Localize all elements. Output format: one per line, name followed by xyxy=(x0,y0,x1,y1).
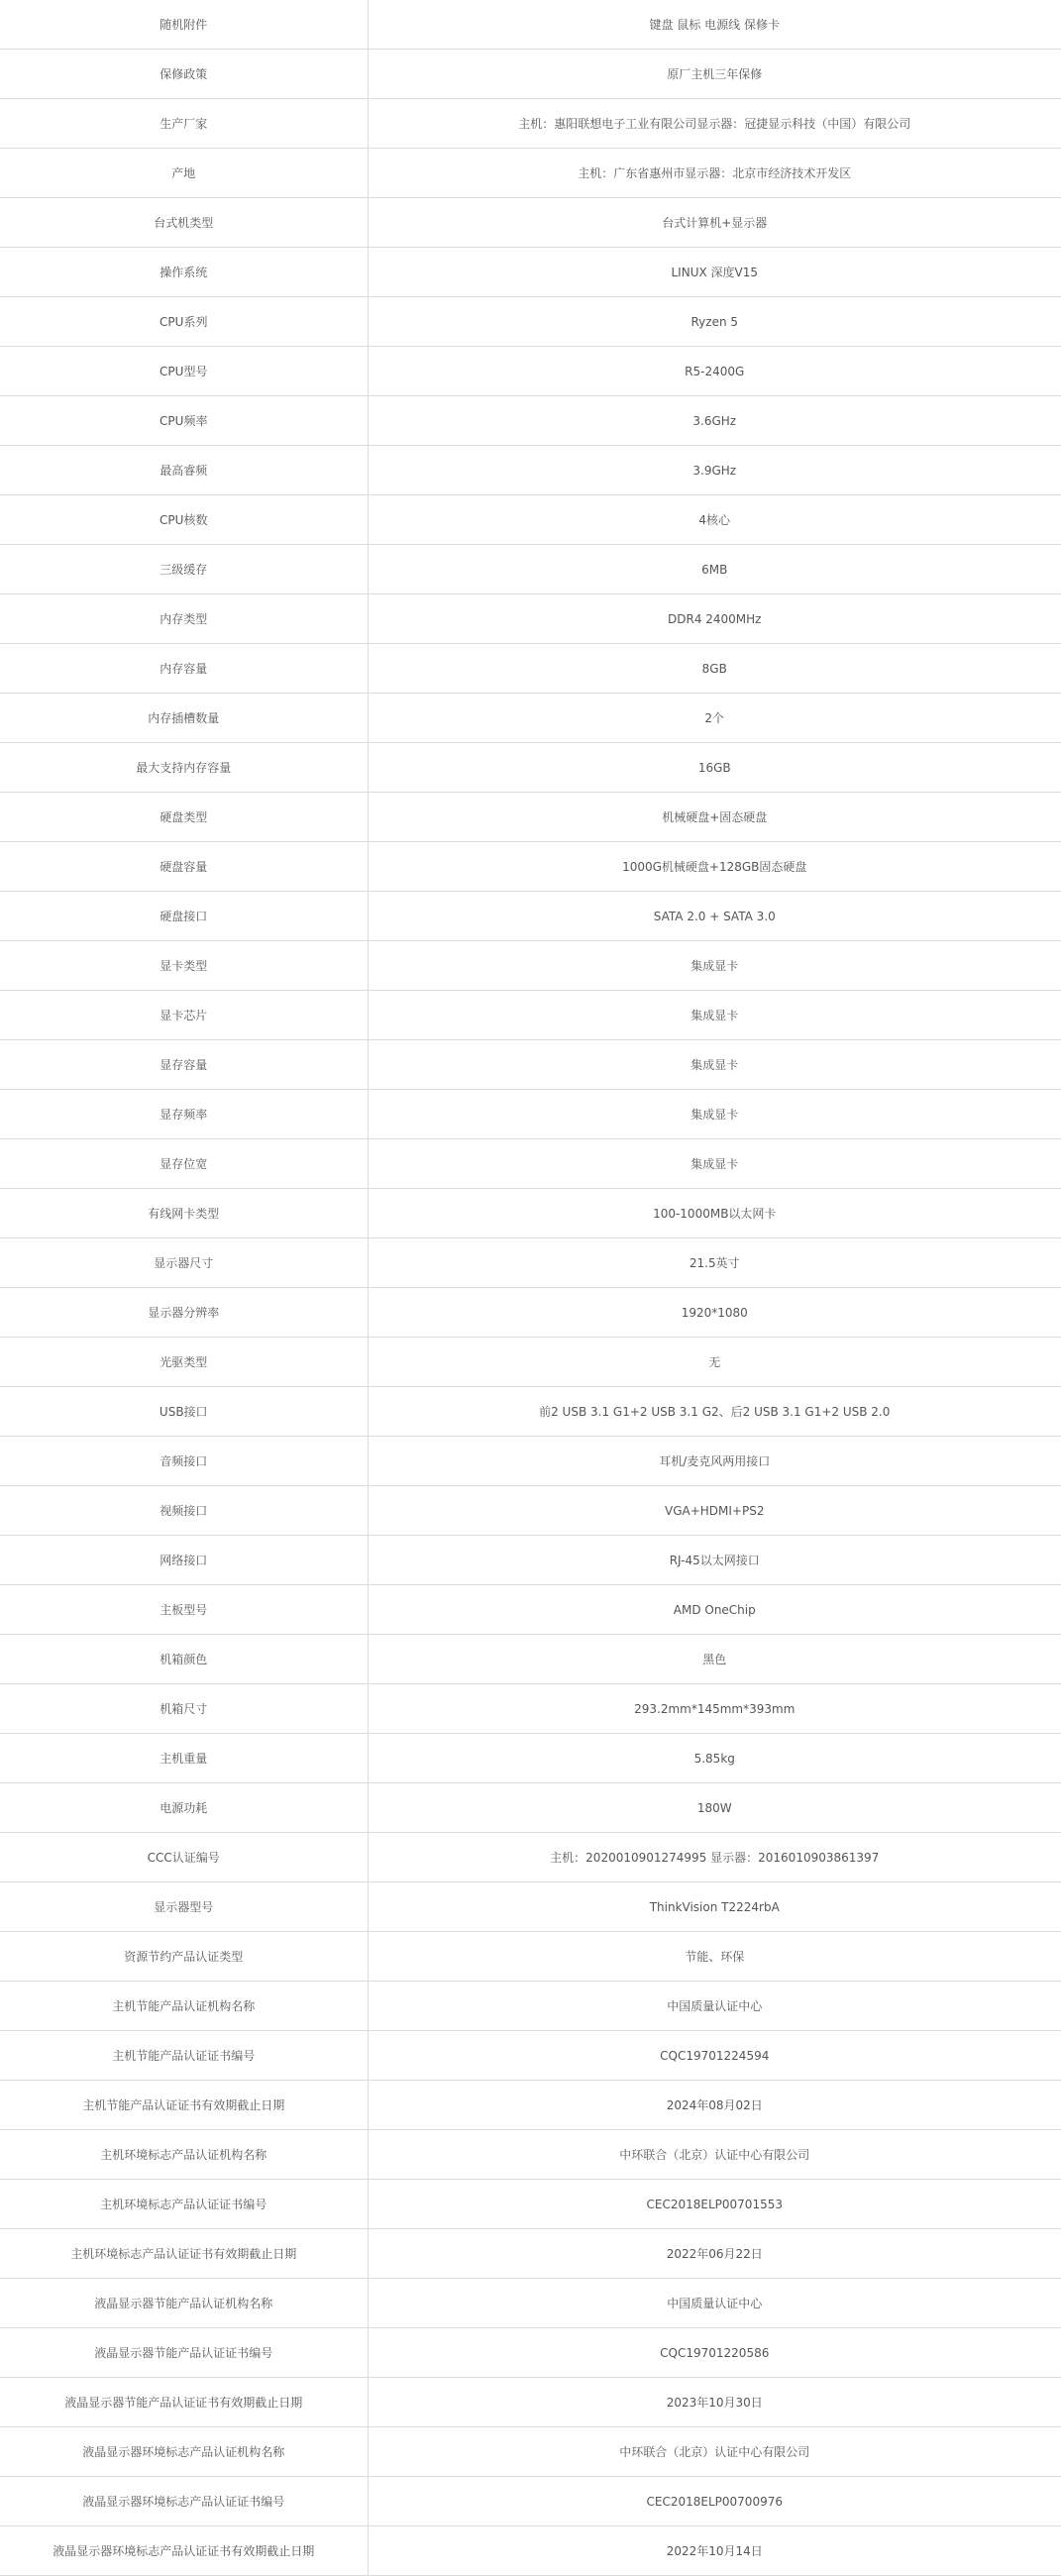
spec-row xyxy=(0,694,1061,743)
spec-value: CQC19701224594 xyxy=(368,2031,1061,2081)
spec-row xyxy=(0,1338,1061,1387)
spec-row xyxy=(0,1932,1061,1982)
spec-value: 100-1000MB以太网卡 xyxy=(368,1189,1061,1238)
spec-value: 1000G机械硬盘+128GB固态硬盘 xyxy=(368,842,1061,892)
spec-label: 主机环境标志产品认证证书有效期截止日期 xyxy=(0,2229,368,2279)
spec-value: ThinkVision T2224rbA xyxy=(368,1882,1061,1932)
spec-label: 资源节约产品认证类型 xyxy=(0,1932,368,1982)
spec-value: 6MB xyxy=(368,545,1061,594)
spec-value: 5.85kg xyxy=(368,1734,1061,1783)
spec-row xyxy=(0,2031,1061,2081)
spec-label: 液晶显示器环境标志产品认证机构名称 xyxy=(0,2427,368,2477)
spec-label: 视频接口 xyxy=(0,1486,368,1536)
spec-value: 机械硬盘+固态硬盘 xyxy=(368,793,1061,842)
spec-value: 2个 xyxy=(368,694,1061,743)
spec-value: 前2 USB 3.1 G1+2 USB 3.1 G2、后2 USB 3.1 G1+2 USB 2.0 xyxy=(368,1387,1061,1437)
spec-row xyxy=(0,1288,1061,1338)
spec-row xyxy=(0,743,1061,793)
spec-row xyxy=(0,1585,1061,1635)
spec-value: CEC2018ELP00701553 xyxy=(368,2180,1061,2229)
spec-label: 网络接口 xyxy=(0,1536,368,1585)
spec-value: 中国质量认证中心 xyxy=(368,2279,1061,2328)
spec-row xyxy=(0,2180,1061,2229)
spec-value: 293.2mm*145mm*393mm xyxy=(368,1684,1061,1734)
spec-row xyxy=(0,248,1061,297)
spec-label: CPU系列 xyxy=(0,297,368,347)
spec-value: 耳机/麦克风两用接口 xyxy=(368,1437,1061,1486)
spec-row xyxy=(0,2229,1061,2279)
spec-label: CPU频率 xyxy=(0,396,368,446)
spec-row xyxy=(0,2081,1061,2130)
spec-label: 显示器分辨率 xyxy=(0,1288,368,1338)
spec-value: 3.6GHz xyxy=(368,396,1061,446)
spec-label: 液晶显示器环境标志产品认证证书有效期截止日期 xyxy=(0,2526,368,2576)
spec-value: VGA+HDMI+PS2 xyxy=(368,1486,1061,1536)
spec-label: 保修政策 xyxy=(0,50,368,99)
spec-label: 显存位宽 xyxy=(0,1139,368,1189)
spec-value: 2024年08月02日 xyxy=(368,2081,1061,2130)
spec-row xyxy=(0,1437,1061,1486)
spec-row xyxy=(0,644,1061,694)
spec-row xyxy=(0,396,1061,446)
spec-row xyxy=(0,2477,1061,2526)
spec-row xyxy=(0,495,1061,545)
spec-value: 无 xyxy=(368,1338,1061,1387)
spec-row xyxy=(0,1139,1061,1189)
spec-row xyxy=(0,2279,1061,2328)
spec-label: 硬盘容量 xyxy=(0,842,368,892)
spec-row xyxy=(0,0,1061,50)
spec-label: 硬盘类型 xyxy=(0,793,368,842)
spec-row xyxy=(0,446,1061,495)
spec-value: 黑色 xyxy=(368,1635,1061,1684)
spec-value: 2023年10月30日 xyxy=(368,2378,1061,2427)
spec-label: 台式机类型 xyxy=(0,198,368,248)
spec-value: 中环联合（北京）认证中心有限公司 xyxy=(368,2130,1061,2180)
spec-value: 集成显卡 xyxy=(368,1090,1061,1139)
spec-label: 主机重量 xyxy=(0,1734,368,1783)
spec-row xyxy=(0,297,1061,347)
spec-value: SATA 2.0 + SATA 3.0 xyxy=(368,892,1061,941)
spec-value: 180W xyxy=(368,1783,1061,1833)
spec-row xyxy=(0,545,1061,594)
spec-row xyxy=(0,1486,1061,1536)
spec-row xyxy=(0,1040,1061,1090)
spec-value: 中环联合（北京）认证中心有限公司 xyxy=(368,2427,1061,2477)
spec-label: 主机环境标志产品认证证书编号 xyxy=(0,2180,368,2229)
spec-label: 音频接口 xyxy=(0,1437,368,1486)
spec-label: 机箱尺寸 xyxy=(0,1684,368,1734)
spec-label: 显示器尺寸 xyxy=(0,1238,368,1288)
spec-row xyxy=(0,2328,1061,2378)
spec-value: 16GB xyxy=(368,743,1061,793)
spec-value: 节能、环保 xyxy=(368,1932,1061,1982)
spec-label: 内存类型 xyxy=(0,594,368,644)
spec-value: LINUX 深度V15 xyxy=(368,248,1061,297)
spec-label: 内存容量 xyxy=(0,644,368,694)
spec-label: 液晶显示器节能产品认证机构名称 xyxy=(0,2279,368,2328)
spec-value: 中国质量认证中心 xyxy=(368,1982,1061,2031)
spec-row xyxy=(0,793,1061,842)
spec-label: 内存插槽数量 xyxy=(0,694,368,743)
spec-label: 主机节能产品认证证书编号 xyxy=(0,2031,368,2081)
spec-row xyxy=(0,1684,1061,1734)
spec-row xyxy=(0,1734,1061,1783)
spec-value: 集成显卡 xyxy=(368,941,1061,991)
spec-value: AMD OneChip xyxy=(368,1585,1061,1635)
spec-value: 主机：惠阳联想电子工业有限公司显示器：冠捷显示科技（中国）有限公司 xyxy=(368,99,1061,149)
spec-value: 键盘 鼠标 电源线 保修卡 xyxy=(368,0,1061,50)
spec-row xyxy=(0,842,1061,892)
spec-label: CPU型号 xyxy=(0,347,368,396)
spec-row xyxy=(0,1536,1061,1585)
spec-row xyxy=(0,1238,1061,1288)
spec-label: 电源功耗 xyxy=(0,1783,368,1833)
spec-label: 最大支持内存容量 xyxy=(0,743,368,793)
spec-label: 显示器型号 xyxy=(0,1882,368,1932)
spec-label: 产地 xyxy=(0,149,368,198)
spec-row xyxy=(0,594,1061,644)
spec-row xyxy=(0,149,1061,198)
spec-value: 8GB xyxy=(368,644,1061,694)
spec-row xyxy=(0,50,1061,99)
spec-label: 操作系统 xyxy=(0,248,368,297)
spec-label: 显卡芯片 xyxy=(0,991,368,1040)
spec-label: 主机环境标志产品认证机构名称 xyxy=(0,2130,368,2180)
spec-label: 最高睿频 xyxy=(0,446,368,495)
spec-row xyxy=(0,2526,1061,2576)
spec-label: 液晶显示器节能产品认证证书编号 xyxy=(0,2328,368,2378)
spec-value: 台式计算机+显示器 xyxy=(368,198,1061,248)
spec-value: 集成显卡 xyxy=(368,1040,1061,1090)
spec-row xyxy=(0,198,1061,248)
spec-row xyxy=(0,1882,1061,1932)
spec-row xyxy=(0,991,1061,1040)
spec-label: 液晶显示器节能产品认证证书有效期截止日期 xyxy=(0,2378,368,2427)
spec-row xyxy=(0,1189,1061,1238)
spec-label: 机箱颜色 xyxy=(0,1635,368,1684)
spec-label: 随机附件 xyxy=(0,0,368,50)
spec-row xyxy=(0,1635,1061,1684)
spec-value: 主机：广东省惠州市显示器：北京市经济技术开发区 xyxy=(368,149,1061,198)
spec-row xyxy=(0,1833,1061,1882)
spec-value: 2022年06月22日 xyxy=(368,2229,1061,2279)
spec-label: 主机节能产品认证证书有效期截止日期 xyxy=(0,2081,368,2130)
spec-value: 集成显卡 xyxy=(368,1139,1061,1189)
spec-label: 显存容量 xyxy=(0,1040,368,1090)
spec-label: 显卡类型 xyxy=(0,941,368,991)
spec-row xyxy=(0,1783,1061,1833)
spec-label: 主机节能产品认证机构名称 xyxy=(0,1982,368,2031)
spec-row xyxy=(0,2130,1061,2180)
spec-row xyxy=(0,1982,1061,2031)
spec-value: CEC2018ELP00700976 xyxy=(368,2477,1061,2526)
spec-label: 硬盘接口 xyxy=(0,892,368,941)
spec-row xyxy=(0,2427,1061,2477)
spec-value: CQC19701220586 xyxy=(368,2328,1061,2378)
spec-label: 生产厂家 xyxy=(0,99,368,149)
spec-value: R5-2400G xyxy=(368,347,1061,396)
spec-label: 液晶显示器环境标志产品认证证书编号 xyxy=(0,2477,368,2526)
spec-value: 原厂主机三年保修 xyxy=(368,50,1061,99)
spec-value: DDR4 2400MHz xyxy=(368,594,1061,644)
spec-value: 2022年10月14日 xyxy=(368,2526,1061,2576)
spec-value: RJ-45以太网接口 xyxy=(368,1536,1061,1585)
spec-value: 4核心 xyxy=(368,495,1061,545)
spec-row xyxy=(0,892,1061,941)
spec-label: 光驱类型 xyxy=(0,1338,368,1387)
spec-label: 三级缓存 xyxy=(0,545,368,594)
spec-label: 有线网卡类型 xyxy=(0,1189,368,1238)
spec-value: 21.5英寸 xyxy=(368,1238,1061,1288)
spec-value: 3.9GHz xyxy=(368,446,1061,495)
spec-value: 主机：2020010901274995 显示器：2016010903861397 xyxy=(368,1833,1061,1882)
spec-label: 显存频率 xyxy=(0,1090,368,1139)
spec-row xyxy=(0,941,1061,991)
spec-row xyxy=(0,1090,1061,1139)
spec-row xyxy=(0,2378,1061,2427)
spec-row xyxy=(0,347,1061,396)
spec-row xyxy=(0,1387,1061,1437)
spec-value: 集成显卡 xyxy=(368,991,1061,1040)
spec-value: 1920*1080 xyxy=(368,1288,1061,1338)
spec-value: Ryzen 5 xyxy=(368,297,1061,347)
spec-label: USB接口 xyxy=(0,1387,368,1437)
spec-label: 主板型号 xyxy=(0,1585,368,1635)
spec-label: CPU核数 xyxy=(0,495,368,545)
spec-label: CCC认证编号 xyxy=(0,1833,368,1882)
spec-row xyxy=(0,99,1061,149)
